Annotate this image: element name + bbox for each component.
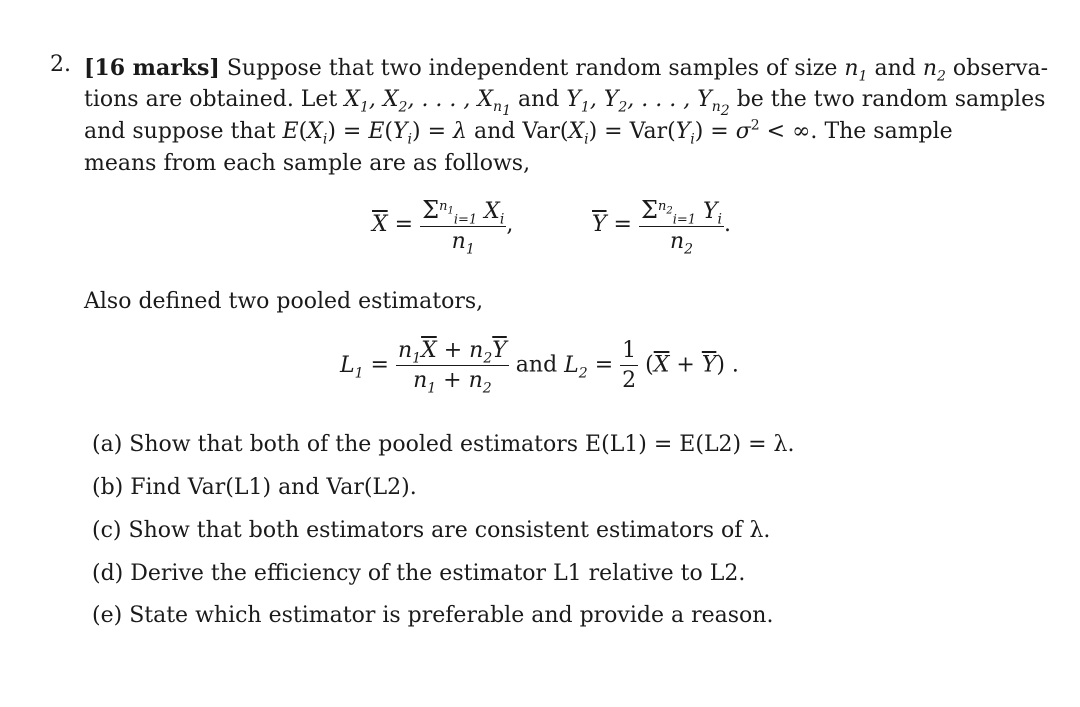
part-a-label: (a): [92, 432, 123, 457]
line-3-and: and: [473, 119, 516, 144]
marks-label: [16 marks]: [84, 55, 220, 81]
variance-equation: $Var(X_i) = Var(Y_i) = \sigma^2$ < ∞.: [522, 117, 818, 148]
part-b-label: (b): [92, 475, 124, 500]
l1-fraction: $\frac{n_1\overline{X} + n_2\overline{Y}}{n_1 + n_2}$: [397, 338, 507, 397]
pooled-and: and: [515, 352, 558, 378]
l2-symbol: $L_2$: [564, 352, 588, 381]
question-number: 2.: [50, 52, 71, 77]
y-sequence: $Y_1$, $Y_2$, . . . , $Y_{n_2}$: [566, 87, 730, 120]
part-c-text: Show that both estimators are consistent estimators of λ.: [128, 518, 771, 543]
line-2-end: be the two random samples: [736, 87, 1046, 112]
ybar-fraction: $\frac{\Sigma^{n_2}_{i=1} Y_i}{n_2}$: [640, 196, 723, 258]
question-line-2: [84, 84, 1046, 120]
part-b: [92, 475, 417, 500]
part-c-label: (c): [92, 518, 122, 543]
xbar-equation: $\overline{X}$ = $\frac{\Sigma^{n_1}_{i=1} X_i}{n_1}$ ,: [372, 196, 514, 258]
question-line-4: means from each sample are as follows,: [84, 151, 531, 176]
part-e-label: (e): [92, 603, 123, 628]
part-b-text: Find Var(L1) and Var(L2).: [130, 475, 417, 500]
part-d-label: (d): [92, 561, 124, 586]
expectation-equation: $E(X_i) = E(Y_i) = \lambda$: [282, 119, 467, 148]
ybar-symbol: $\overline{Y}$: [592, 212, 607, 237]
part-d-text: Derive the efficiency of the estimator L1 relative to L2.: [130, 561, 746, 586]
line-2-text: tions are obtained. Let: [84, 87, 338, 112]
line-1-text: Suppose that two independent random samples of size: [226, 56, 838, 81]
part-e: [92, 603, 773, 628]
half-fraction: $\frac{1}{2}$: [622, 338, 637, 393]
xbar-fraction: $\frac{\Sigma^{n_1}_{i=1} X_i}{n_1}$: [422, 196, 505, 258]
ybar-equation: $\overline{Y}$ = $\frac{\Sigma^{n_2}_{i=1} Y_i}{n_2}$ .: [592, 196, 732, 258]
l2-rhs: $(\overline{X} + \overline{Y})$ .: [645, 352, 739, 378]
part-a: [92, 432, 795, 457]
pooled-intro: Also defined two pooled estimators,: [84, 289, 484, 314]
question-line-3: [84, 116, 953, 148]
n1-symbol: $n_1$: [844, 56, 868, 85]
part-c: [92, 518, 770, 543]
l1-symbol: $L_1$: [340, 352, 364, 381]
pooled-equations: $L_1$ = $\frac{n_1\overline{X} + n_2\overline{Y}}{n_1 + n_2}$ and $L_2$ = $\frac{1}{2}$ $(\overline{X} + \overline{Y})$ .: [340, 338, 739, 397]
part-e-text: State which estimator is preferable and provide a reason.: [129, 603, 774, 628]
line-2-and: and: [518, 87, 560, 112]
part-a-text: Show that both of the pooled estimators E(L1) = E(L2) = λ.: [129, 432, 795, 457]
n2-symbol: $n_2$: [922, 56, 946, 85]
line-1-end: observa-: [952, 56, 1049, 81]
part-d: [92, 561, 745, 586]
question-line-1: [84, 52, 1048, 85]
line-3-text: and suppose that: [84, 119, 276, 144]
line-1-and: and: [874, 56, 916, 81]
line-3-end: The sample: [824, 119, 953, 144]
x-sequence: $X_1$, $X_2$, . . . , $X_{n_1}$: [344, 87, 511, 120]
xbar-symbol: $\overline{X}$: [372, 212, 388, 237]
